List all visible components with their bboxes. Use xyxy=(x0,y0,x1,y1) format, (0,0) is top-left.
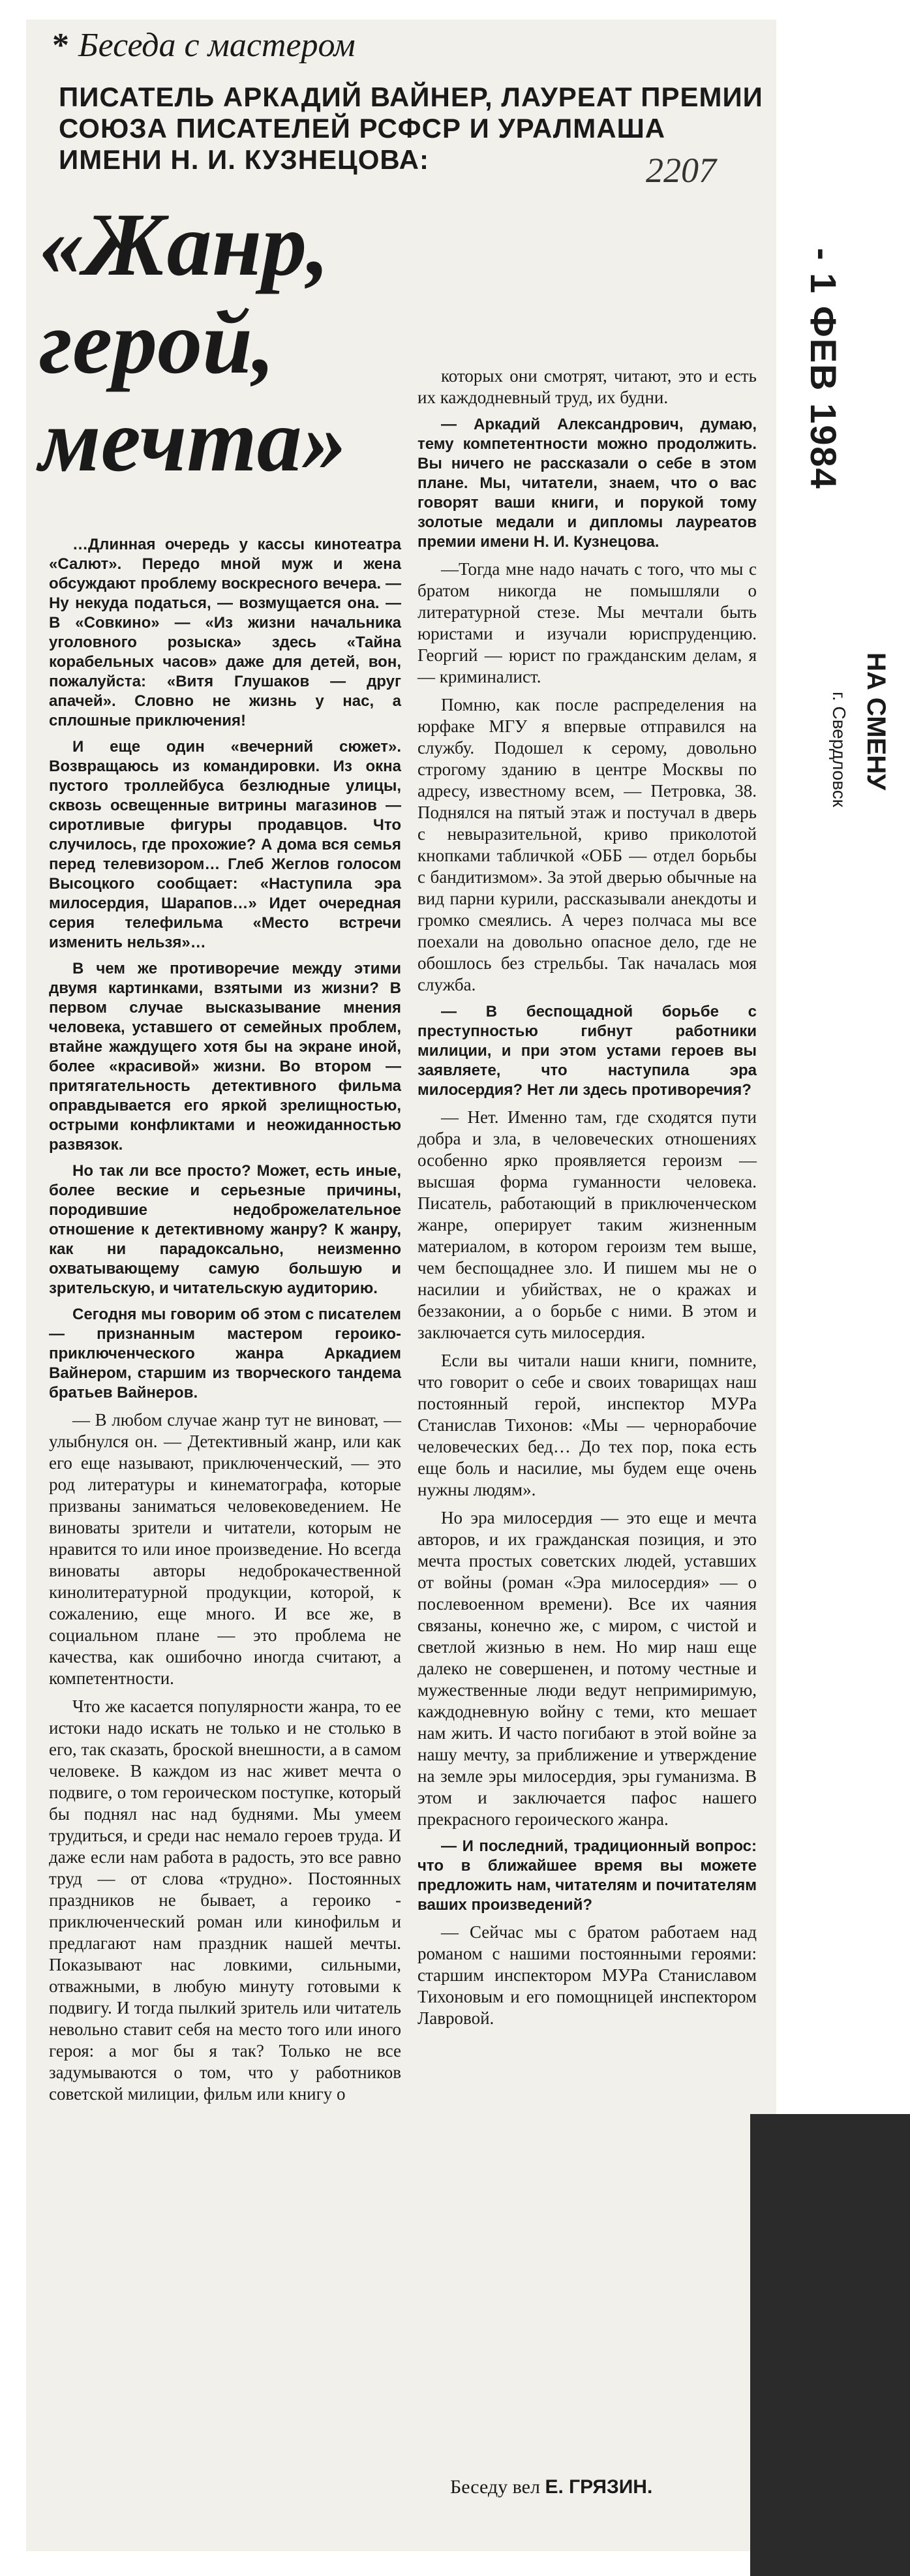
paragraph: Что же касается популярности жанра, то ее истоки надо искать не только и не столько в его, так сказать, броской внешности, а в самом человеке. В каждом из нас живет мечта о подвиге, о том героическом поступке, который бы поднял нас над буднями. Мы умеем трудиться, и среди нас немало героев труда. И даже если нам работа в радость, это все равно труд — от слова «трудно». Постоянных праздников не бывает, а героико - приключенческий роман или кинофильм и предлагают нам праздник нашей мечты. Показывают нас ловкими, сильными, отважными, в любую минуту готовыми к подвигу. И тогда пылкий зритель или читатель невольно ставит себя на место того или иного героя: а мог бы я так? Только не все задумываются о том, что у работников советской милиции, фильм или книгу о xyxy=(49,1696,401,2104)
paragraph: — В беспощадной борьбе с преступностью гибнут работники милиции, и при этом устами героев вы заявляете, что наступила эра милосердия? Нет ли здесь противоречия? xyxy=(417,1003,757,1099)
paragraph: Но так ли все просто? Может, есть иные, более веские и серьезные причины, породившие недоброжелательное отношение к детективному жанру? К жанру, как ни парадоксально, неизменно охватывающему самую большую и зрительскую, и читательскую аудиторию. xyxy=(49,1162,401,1297)
paragraph: — И последний, традиционный вопрос: что в ближайшее время вы можете предложить нам, читателям и почитателям ваших произведений? xyxy=(417,1837,757,1914)
signature xyxy=(450,2476,652,2498)
stamp-date: - 1 ФЕВ 1984 xyxy=(803,248,844,490)
paragraph: В чем же противоречие между этими двумя картинками, взятыми из жизни? В первом случае высказывание мнения человека, уставшего от семейных проблем, втайне жаждущего хотя бы на экране иной, более «красивой» жизни. Во втором — притягательность детективного фильма оправдывается его яркой зрелищностью, острыми конфликтами и неожиданностью развязок. xyxy=(49,960,401,1154)
paragraph: …Длинная очередь у кассы кинотеатра «Салют». Передо мной муж и жена обсуждают проблему воскресного вечера. — Ну некуда податься, — возмущается она. — В «Совкино» — «Из жизни начальника уголовного розыска» здесь «Тайна корабельных часов» даже для детей, вон, пожалуйста: «Витя Глушаков — друг апачей». Словно не жизнь у нас, а сплошные приключения! xyxy=(49,536,401,729)
paragraph: И еще один «вечерний сюжет». Возвращаюсь из командировки. Из окна пустого троллейбуса безлюдные улицы, сквозь освещенные витрины магазинов — сиротливые фигуры продавцов. Что случилось, где прохожие? А дома вся семья перед телевизором… Глеб Жеглов голосом Высоцкого сообщает: «Наступила эра милосердия, Шарапов…» Идет очередная серия телефильма «Место встречи изменить нельзя»… xyxy=(49,738,401,951)
stamp-newspaper: НА СМЕНУ xyxy=(862,652,890,791)
rubric-label: Беседа с мастером xyxy=(78,27,356,64)
stamp-city: г. Свердловск xyxy=(829,692,849,808)
article-title: «Жанр, герой, мечта» xyxy=(39,194,347,490)
paragraph: — Сейчас мы с братом работаем над романом с нашими постоянными героями: старшим инспектором МУРа Станиславом Тихоновым и его помощницей инспектором Лавровой. xyxy=(417,1922,757,2028)
paragraph: которых они смотрят, читают, это и есть их каждодневный труд, их будни. xyxy=(417,366,757,407)
paragraph: Сегодня мы говорим об этом с писателем — признанным мастером героико-приключенческого жанра Аркадием Вайнером, старшим из творческого тандема братьев Вайнеров. xyxy=(49,1306,401,1402)
headline: ПИСАТЕЛЬ АРКАДИЙ ВАЙНЕР, ЛАУРЕАТ ПРЕМИИ СОЮЗА ПИСАТЕЛЕЙ РСФСР И УРАЛМАША ИМЕНИ Н. И. КУЗНЕЦОВА: xyxy=(59,82,763,175)
left-column xyxy=(49,535,401,2111)
star-icon: * xyxy=(52,27,69,64)
signature-author: Е. ГРЯЗИН. xyxy=(545,2476,653,2498)
paragraph: Но эра милосердия — это еще и мечта авторов, и их гражданская позиция, и это мечта простых советских людей, уставших от войны (роман «Эра милосердия» — о послевоенном времени). Все их чаяния связаны, конечно же, с миром, с чистой и светлой жизнью в нем. Но мир наш еще далеко не совершенен, и потому честные и мужественные люди ведут непримиримую, каждодневную войну с теми, кто мешает нам жить. И часто погибают в этой войне за нашу мечту, за приближение и утверждение на земле эры милосердия, эры гуманизма. В этом и заключается пафос нашего прекрасного героического жанра. xyxy=(417,1508,757,1829)
paragraph: — Нет. Именно там, где сходятся пути добра и зла, в человеческих отношениях особенно ярко проявляется героизм — высшая форма гуманности человека. Писатель, работающий в приключенческом жанре, оперирует таким жизненным материалом, в котором героизм тем выше, чем беспощаднее зло. И пишем мы не о насилии и убийствах, не о кражах и беззаконии, а о борьбе с ними. В этом и заключается суть милосердия. xyxy=(417,1107,757,1342)
handwritten-number: 2207 xyxy=(646,151,716,190)
right-column xyxy=(417,365,757,2036)
paragraph: Помню, как после распределения на юрфаке МГУ я впервые отправился на службу. Подошел к серому, довольно строгому зданию в центре Москвы по адресу, известному всем, — Петровка, 38. Поднялся на пятый этаж и постучал в дверь с невыразительной, криво приколотой кнопками табличкой «ОББ — отдел борьбы с бандитизмом». За этой дверью обычные на вид парни курили, рассказывали анекдоты и громко смеялись. А через полчаса мы все поехали на довольно опасное дело, где не обошлось без стрельбы. Так началась моя служба. xyxy=(417,695,757,994)
paragraph: — Аркадий Александрович, думаю, тему компетентности можно продолжить. Вы ничего не рассказали о себе в этом плане. Мы, читатели, знаем, что о вас говорят ваши книги, и порукой тому золотые медали и дипломы лауреатов премии имени Н. И. Кузнецова. xyxy=(417,416,757,551)
dark-background xyxy=(750,2114,910,2576)
rubric xyxy=(52,26,356,65)
paragraph: —Тогда мне надо начать с того, что мы с братом никогда не помышляли о литературной стезе. Мы мечтали быть юристами и изучали юриспруденцию. Георгий — юрист по гражданским делам, я — криминалист. xyxy=(417,559,757,686)
signature-prefix: Беседу вел xyxy=(450,2476,540,2498)
paragraph: Если вы читали наши книги, помните, что говорит о себе и своих товарищах наш постоянный герой, инспектор МУРа Станислав Тихонов: «Мы — чернорабочие человеческих бед… До тех пор, пока есть еще боль и насилие, мы будем еще очень нужны людям». xyxy=(417,1351,757,1499)
paragraph: — В любом случае жанр тут не виноват, — улыбнулся он. — Детективный жанр, или как его еще называют, приключенческий, — это род литературы и кинематографа, которые призваны заниматься человековедением. Не виноваты зрители и читатели, которым не нравится то или иное произведение. Но всегда виноваты авторы недоброкачественной кинолитературной продукции, которой, к сожалению, еще много. И все же, в социальном плане — это проблема не качества, как ошибочно иногда считают, а компетентности. xyxy=(49,1410,401,1688)
